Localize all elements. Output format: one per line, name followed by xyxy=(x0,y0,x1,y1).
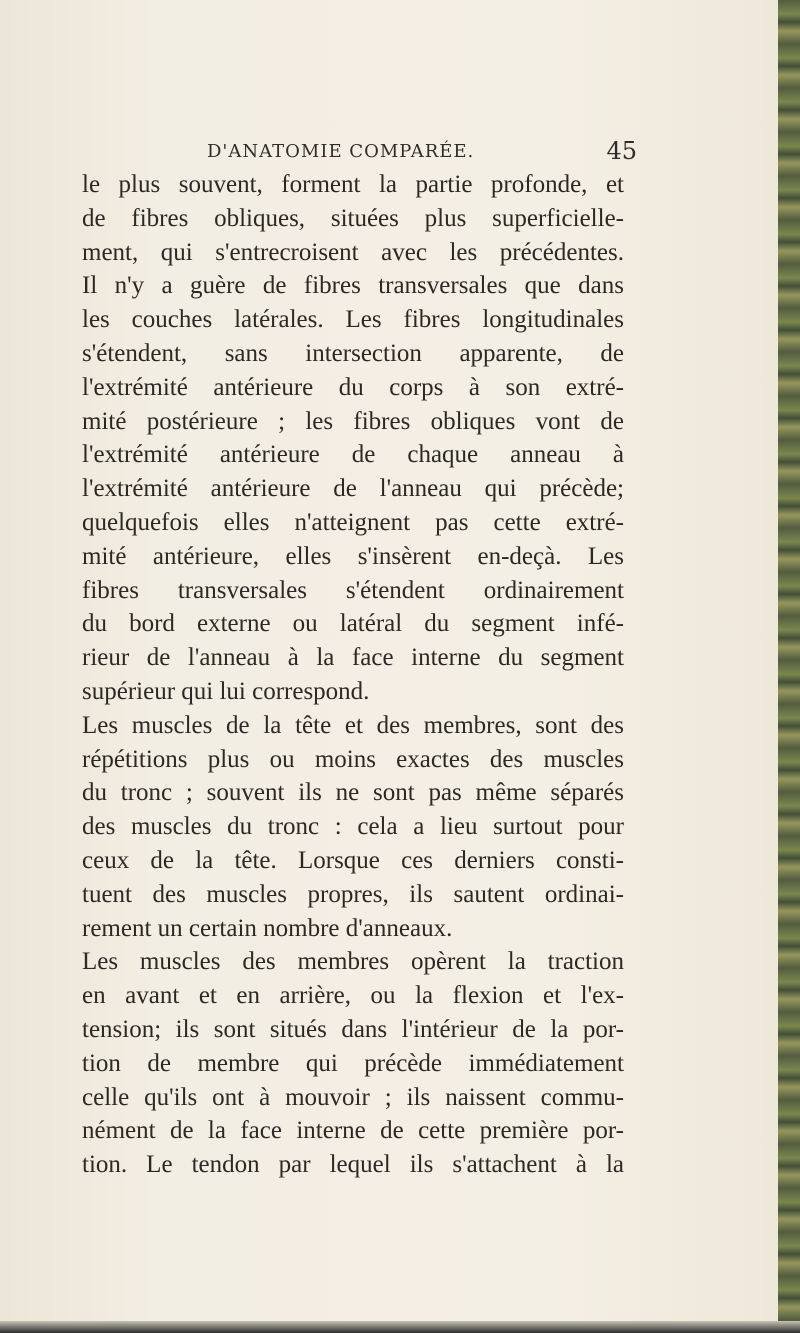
text-line: l'extrémité antérieure de chaque anneau à xyxy=(82,441,624,469)
text-line: tion. Le tendon par lequel ils s'attachent à la xyxy=(82,1151,624,1179)
text-line: du bord externe ou latéral du segment infé- xyxy=(82,610,624,638)
page-header xyxy=(207,137,637,165)
text-line: ment, qui s'entrecroisent avec les précédentes. xyxy=(82,238,624,266)
body-text xyxy=(82,168,624,1182)
text-line: celle qu'ils ont à mouvoir ; ils naissent commu- xyxy=(82,1083,624,1111)
text-line: nément de la face interne de cette première por- xyxy=(82,1117,624,1145)
text-line: mité postérieure ; les fibres obliques vont de xyxy=(82,407,624,435)
page-bottom-shadow xyxy=(0,1321,800,1333)
text-line: Il n'y a guère de fibres transversales que dans xyxy=(82,272,624,300)
text-line: l'extrémité antérieure du corps à son extré- xyxy=(82,373,624,401)
text-line: Les muscles des membres opèrent la traction xyxy=(82,948,624,976)
page-edge-binding xyxy=(778,0,800,1333)
text-line: quelquefois elles n'atteignent pas cette extré- xyxy=(82,508,624,536)
text-line: fibres transversales s'étendent ordinairement xyxy=(82,576,624,604)
text-line: en avant et en arrière, ou la flexion et l'ex- xyxy=(82,982,624,1010)
text-line: tion de membre qui précède immédiatement xyxy=(82,1049,624,1077)
text-line: ceux de la tête. Lorsque ces derniers consti- xyxy=(82,846,624,874)
text-line: de fibres obliques, situées plus superficielle- xyxy=(82,204,624,232)
text-line: répétitions plus ou moins exactes des muscles xyxy=(82,745,624,773)
text-line: mité antérieure, elles s'insèrent en-deçà. Les xyxy=(82,542,624,570)
text-line: tuent des muscles propres, ils sautent ordinai- xyxy=(82,880,624,908)
text-line: des muscles du tronc : cela a lieu surtout pour xyxy=(82,813,624,841)
text-line: rieur de l'anneau à la face interne du segment xyxy=(82,644,624,672)
text-line: supérieur qui lui correspond. xyxy=(82,677,370,705)
text-line: rement un certain nombre d'anneaux. xyxy=(82,914,453,942)
text-line: le plus souvent, forment la partie profonde, et xyxy=(82,171,624,198)
text-line: Les muscles de la tête et des membres, sont des xyxy=(82,711,624,739)
running-head: D'ANATOMIE COMPARÉE. xyxy=(207,141,475,162)
text-line: s'étendent, sans intersection apparente, de xyxy=(82,339,624,367)
text-line: les couches latérales. Les fibres longitudinales xyxy=(82,306,624,334)
page-number: 45 xyxy=(606,137,637,165)
text-line: du tronc ; souvent ils ne sont pas même séparés xyxy=(82,779,624,807)
text-line: tension; ils sont situés dans l'intérieur de la por- xyxy=(82,1015,624,1043)
text-line: l'extrémité antérieure de l'anneau qui précède; xyxy=(82,475,624,503)
